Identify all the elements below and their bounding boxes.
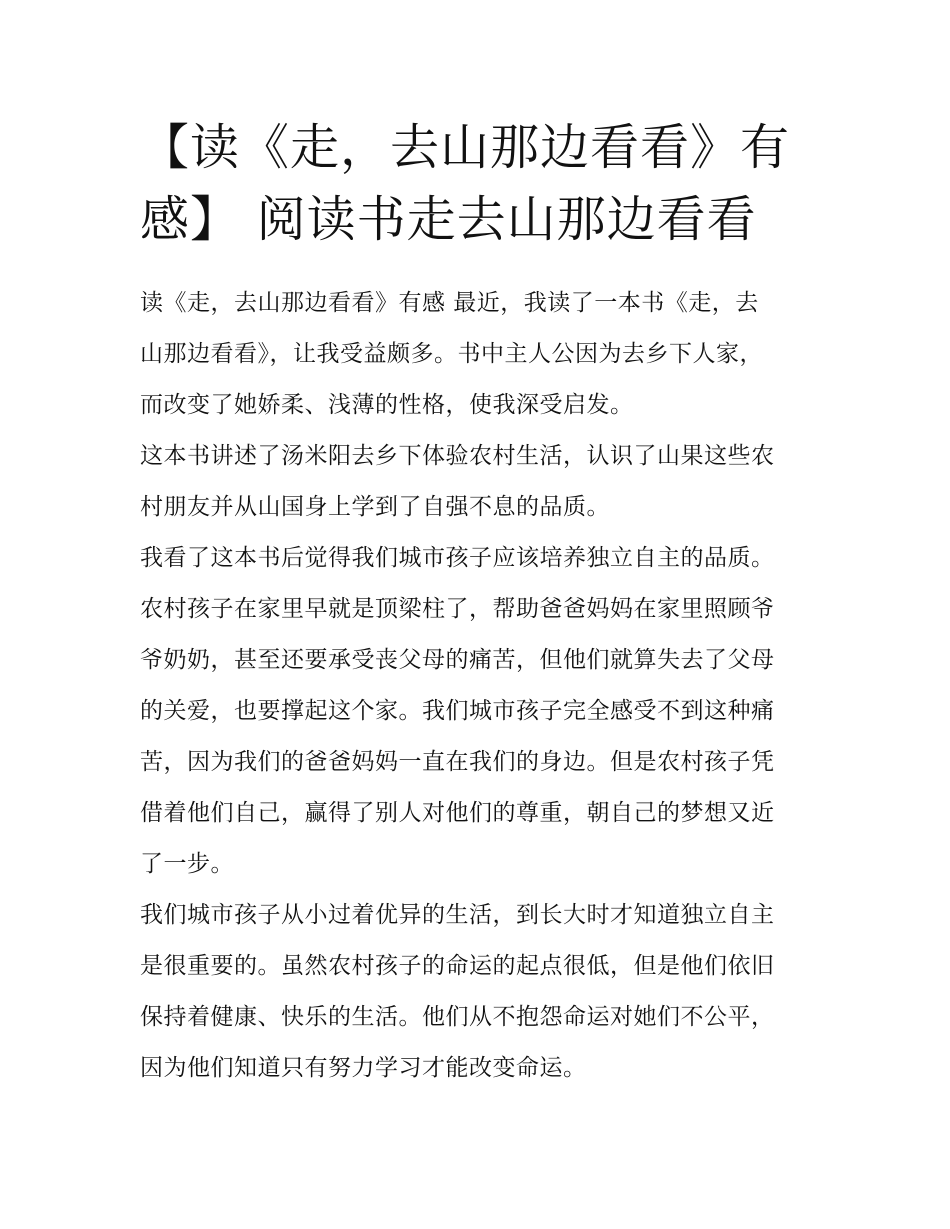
text-line: 农村孩子在家里早就是顶梁柱了，帮助爸爸妈妈在家里照顾爷 xyxy=(140,596,775,622)
text-line: 读《走，去山那边看看》有感 最近，我读了一本书《走，去 xyxy=(140,290,759,316)
text-line: 山那边看看》，让我受益颇多。书中主人公因为去乡下人家， xyxy=(140,341,763,367)
text-line: 我们城市孩子从小过着优异的生活，到长大时才知道独立自主 xyxy=(140,902,775,928)
text-line: 苦，因为我们的爸爸妈妈一直在我们的身边。但是农村孩子凭 xyxy=(140,749,775,775)
title-line: 【读《走，去山那边看看》有 xyxy=(140,119,791,176)
text-line: 因为他们知道只有努力学习才能改变命运。 xyxy=(140,1055,587,1081)
paragraph-3 xyxy=(140,533,820,890)
text-line: 而改变了她娇柔、浅薄的性格，使我深受启发。 xyxy=(140,392,634,418)
paragraph-4 xyxy=(140,890,820,1094)
text-line: 了一步。 xyxy=(140,851,234,877)
text-line: 保持着健康、快乐的生活。他们从不抱怨命运对她们不公平， xyxy=(140,1004,775,1030)
text-line: 是很重要的。虽然农村孩子的命运的起点很低，但是他们依旧 xyxy=(140,953,775,979)
text-line: 村朋友并从山国身上学到了自强不息的品质。 xyxy=(140,494,610,520)
text-line: 我看了这本书后觉得我们城市孩子应该培养独立自主的品质。 xyxy=(140,545,775,571)
paragraph-2 xyxy=(140,431,820,533)
text-line: 借着他们自己，赢得了别人对他们的尊重，朝自己的梦想又近 xyxy=(140,800,775,826)
text-line: 这本书讲述了汤米阳去乡下体验农村生活，认识了山果这些农 xyxy=(140,443,775,469)
title-line: 感】 阅读书走去山那边看看 xyxy=(140,191,757,248)
document-body xyxy=(140,278,820,1094)
document-title xyxy=(140,112,820,256)
text-line: 的关爱，也要撑起这个家。我们城市孩子完全感受不到这种痛 xyxy=(140,698,775,724)
document-page xyxy=(140,112,820,1094)
text-line: 爷奶奶，甚至还要承受丧父母的痛苦，但他们就算失去了父母 xyxy=(140,647,775,673)
paragraph-1 xyxy=(140,278,820,431)
